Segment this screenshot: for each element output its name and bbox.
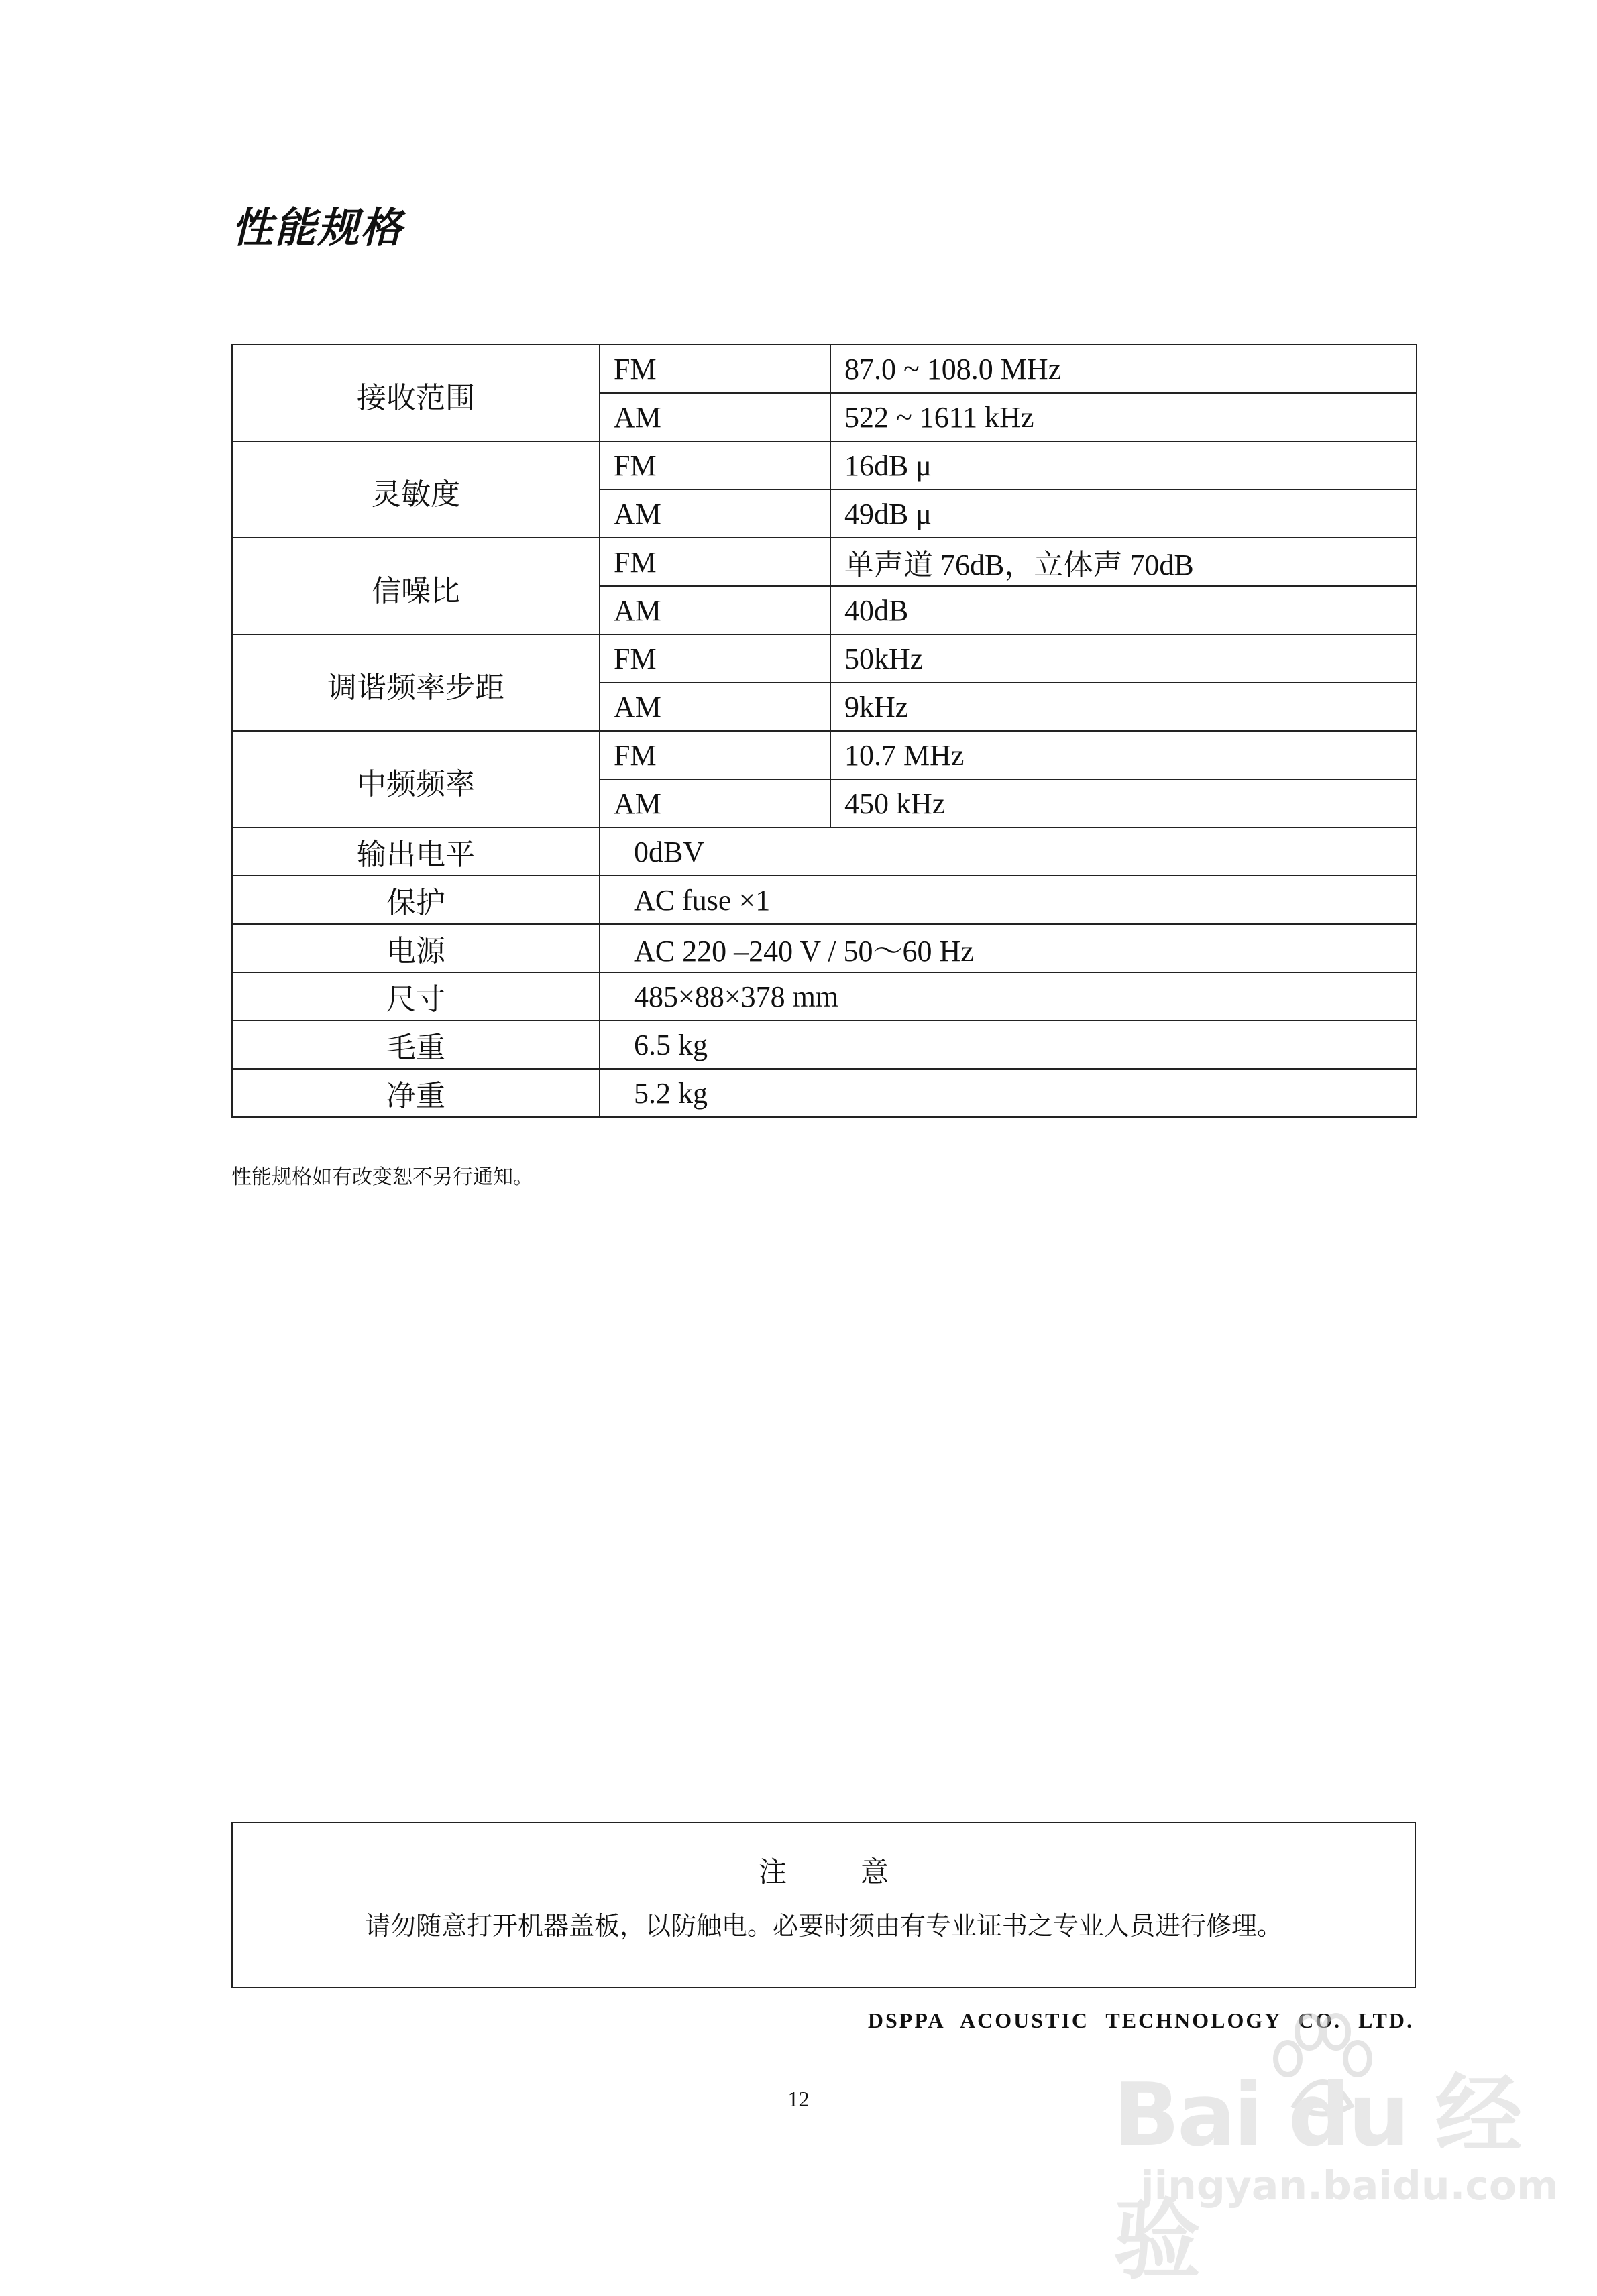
disclaimer-note: 性能规格如有改变恕不另行通知。 bbox=[231, 1165, 533, 1189]
spec-band: FM bbox=[600, 731, 830, 779]
spec-value: 6.5 kg bbox=[600, 1021, 1417, 1069]
spec-label: 尺寸 bbox=[232, 972, 600, 1021]
spec-value: 50kHz bbox=[830, 634, 1417, 683]
spec-label: 电源 bbox=[232, 924, 600, 972]
spec-value: 450 kHz bbox=[830, 779, 1417, 827]
table-row bbox=[232, 972, 1417, 1021]
spec-value: 49dB μ bbox=[830, 490, 1417, 538]
table-row bbox=[232, 1069, 1417, 1117]
notice-body: 请勿随意打开机器盖板，以防触电。必要时须由有专业证书之专业人员进行修理。 bbox=[364, 1911, 1282, 1941]
watermark bbox=[1113, 2018, 1559, 2291]
spec-band: AM bbox=[600, 779, 830, 827]
spec-value: 10.7 MHz bbox=[830, 731, 1417, 779]
spec-label: 毛重 bbox=[232, 1021, 600, 1069]
table-row bbox=[232, 538, 1417, 586]
spec-label: 灵敏度 bbox=[232, 441, 600, 538]
spec-value: 9kHz bbox=[830, 683, 1417, 731]
table-row bbox=[232, 924, 1417, 972]
spec-band: AM bbox=[600, 683, 830, 731]
spec-label: 信噪比 bbox=[232, 538, 600, 634]
spec-band: FM bbox=[600, 441, 830, 490]
watermark-url: jingyan.baidu.com bbox=[1140, 2163, 1559, 2209]
spec-value: AC fuse ×1 bbox=[600, 876, 1417, 924]
watermark-brand: Bai du 经验 bbox=[1113, 2064, 1520, 2291]
spec-label: 中频频率 bbox=[232, 731, 600, 827]
notice-box bbox=[231, 1822, 1416, 1988]
page-title: 性能规格 bbox=[231, 203, 404, 252]
table-row bbox=[232, 634, 1417, 683]
spec-value: 87.0 ~ 108.0 MHz bbox=[830, 345, 1417, 393]
spec-band: FM bbox=[600, 634, 830, 683]
page-number: 12 bbox=[787, 2087, 810, 2111]
spec-band: AM bbox=[600, 490, 830, 538]
table-row bbox=[232, 441, 1417, 490]
table-row bbox=[232, 827, 1417, 876]
spec-band: FM bbox=[600, 538, 830, 586]
spec-value: 485×88×378 mm bbox=[600, 972, 1417, 1021]
spec-value: 522 ~ 1611 kHz bbox=[830, 393, 1417, 441]
table-row bbox=[232, 876, 1417, 924]
spec-band: FM bbox=[600, 345, 830, 393]
spec-label: 接收范围 bbox=[232, 345, 600, 441]
spec-value: AC 220 –240 V / 50～60 Hz bbox=[600, 924, 1417, 972]
spec-table bbox=[231, 344, 1417, 1118]
spec-label: 净重 bbox=[232, 1069, 600, 1117]
company-name: DSPPA ACOUSTIC TECHNOLOGY CO. LTD. bbox=[867, 2008, 1414, 2032]
spec-band: AM bbox=[600, 393, 830, 441]
spec-value: 0dBV bbox=[600, 827, 1417, 876]
table-row bbox=[232, 731, 1417, 779]
table-row bbox=[232, 345, 1417, 393]
spec-value: 5.2 kg bbox=[600, 1069, 1417, 1117]
table-row bbox=[232, 1021, 1417, 1069]
spec-label: 保护 bbox=[232, 876, 600, 924]
spec-band: AM bbox=[600, 586, 830, 634]
spec-value: 16dB μ bbox=[830, 441, 1417, 490]
spec-value: 40dB bbox=[830, 586, 1417, 634]
spec-value: 单声道 76dB，立体声 70dB bbox=[830, 538, 1417, 586]
spec-label: 输出电平 bbox=[232, 827, 600, 876]
notice-title: 注意 bbox=[758, 1855, 962, 1888]
spec-label: 调谐频率步距 bbox=[232, 634, 600, 731]
